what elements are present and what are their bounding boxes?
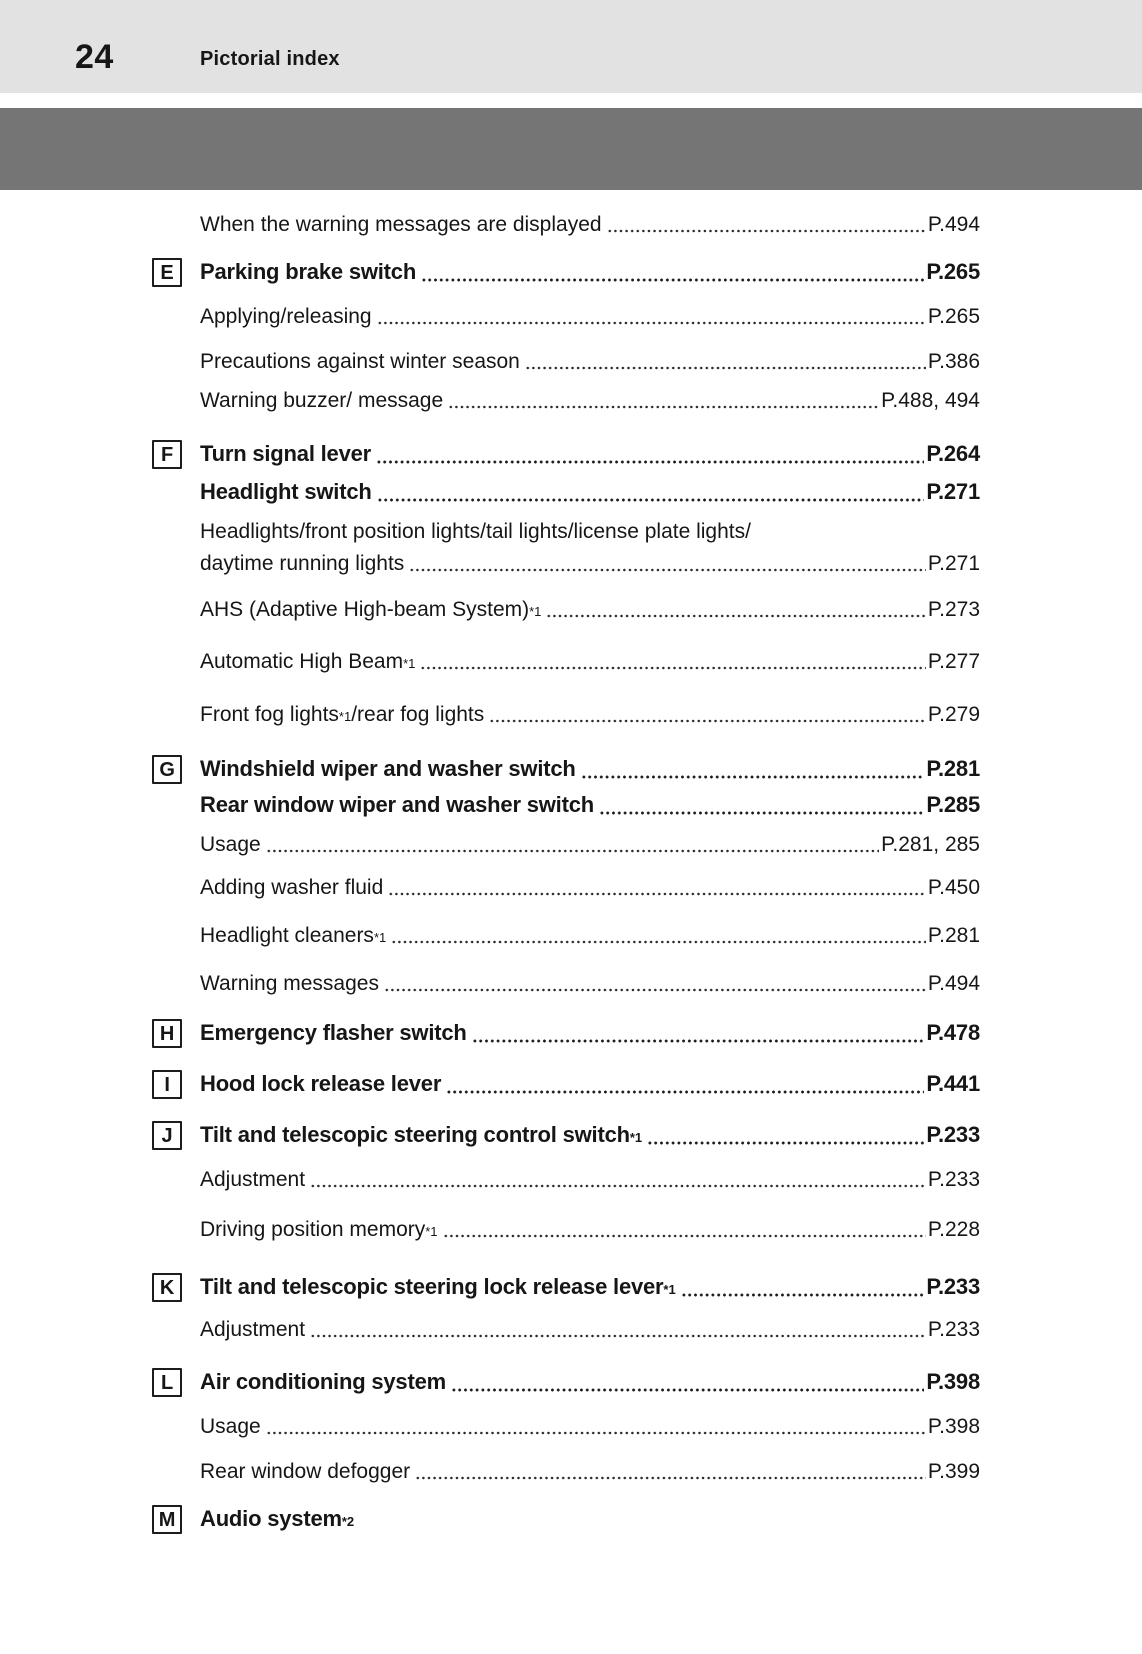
- section-letter-badge-e: E: [152, 258, 182, 287]
- toc-entry-label: Rear window wiper and washer switch: [200, 792, 594, 817]
- section-letter-badge-l: L: [152, 1368, 182, 1397]
- toc-entry-page: P.281, 285: [881, 833, 980, 856]
- dot-leader: [409, 568, 926, 572]
- toc-entry-label: Tilt and telescopic steering lock release lever: [200, 1274, 664, 1299]
- toc-entry-wiper-usage: [152, 833, 980, 857]
- toc-entry-label: Hood lock release lever: [200, 1071, 442, 1096]
- toc-entry-label: Windshield wiper and washer switch: [200, 756, 576, 781]
- toc-entry-page: P.494: [927, 213, 980, 236]
- toc-entry-label: Adjustment: [200, 1168, 306, 1191]
- dot-leader: [388, 892, 926, 896]
- toc-entry-precautions-winter-season: [152, 350, 980, 374]
- toc-entry-label: Headlight switch: [200, 479, 372, 504]
- dot-leader: [377, 498, 925, 502]
- dot-leader: [420, 666, 925, 670]
- dot-leader: [310, 1184, 926, 1188]
- dot-leader: [607, 229, 926, 233]
- toc-entry-page: P.386: [927, 350, 980, 373]
- dot-leader: [415, 1476, 926, 1480]
- toc-entry-rear-window-wiper-washer-switch: [152, 791, 980, 819]
- toc-entry-page: P.233: [927, 1318, 980, 1341]
- pictorial-index-toc: [0, 213, 1142, 1533]
- toc-entry-page: P.399: [927, 1460, 980, 1483]
- toc-entry-label: Precautions against winter season: [200, 350, 520, 373]
- dot-leader: [546, 614, 925, 618]
- toc-entry-label: Adding washer fluid: [200, 876, 384, 899]
- toc-entry-page: P.478: [926, 1020, 980, 1045]
- toc-entry-page: P.233: [927, 1168, 980, 1191]
- toc-entry-page: P.488, 494: [881, 389, 980, 412]
- toc-entry-hood-lock-release-lever: [152, 1070, 980, 1098]
- toc-entry-page: P.233: [926, 1274, 980, 1299]
- toc-entry-automatic-high-beam: Automatic High Beam *1 P.277: [200, 650, 980, 673]
- toc-entry-page: P.398: [927, 1415, 980, 1438]
- dot-leader: [391, 940, 926, 944]
- toc-entry-headlights-lights-line1: [152, 520, 980, 544]
- toc-entry-label: When the warning messages are displayed: [200, 213, 602, 236]
- dot-leader: [525, 366, 926, 370]
- toc-entry-label-suffix: /rear fog lights: [351, 703, 485, 726]
- toc-entry-page: P.285: [926, 792, 980, 817]
- toc-entry-daytime-running-lights: [152, 552, 980, 576]
- toc-entry-page: P.494: [927, 972, 980, 995]
- toc-entry-adding-washer-fluid: [152, 876, 980, 900]
- toc-entry-applying-releasing: [152, 305, 980, 329]
- toc-entry-page: P.273: [927, 598, 980, 621]
- toc-entry-label: Emergency flasher switch: [200, 1020, 467, 1045]
- dot-leader: [310, 1334, 926, 1338]
- dot-leader: [384, 988, 926, 992]
- toc-entry-page: P.271: [926, 479, 980, 504]
- section-letter-badge-f: F: [152, 440, 182, 469]
- dot-leader: [448, 405, 879, 409]
- toc-entry-label: Headlights/front position lights/tail lights/license plate lights/: [200, 520, 751, 543]
- toc-entry-label: daytime running lights: [200, 552, 405, 575]
- toc-entry-tilt-telescopic-steering-control-switch: J Tilt and telescopic steering control switch *1 P.233: [152, 1121, 980, 1149]
- toc-entry-headlight-cleaners: Headlight cleaners *1 P.281: [200, 924, 980, 947]
- page-header: [0, 0, 1142, 93]
- toc-entry-page: P.281: [926, 756, 980, 781]
- toc-entry-tilt-telescopic-steering-lock-release-lever: K Tilt and telescopic steering lock release lever *1 P.233: [152, 1273, 980, 1301]
- section-letter-badge-h: H: [152, 1019, 182, 1048]
- toc-entry-label: Automatic High Beam: [200, 650, 404, 673]
- dot-leader: [451, 1388, 924, 1392]
- dot-leader: [266, 1431, 926, 1435]
- toc-entry-page: P.398: [926, 1369, 980, 1394]
- section-letter-badge-k: K: [152, 1273, 182, 1302]
- toc-entry-turn-signal-lever: [152, 440, 980, 468]
- toc-entry-label: Adjustment: [200, 1318, 306, 1341]
- dot-leader: [489, 719, 926, 723]
- toc-entry-page: P.271: [927, 552, 980, 575]
- toc-entry-label: Air conditioning system: [200, 1369, 446, 1394]
- section-letter-badge-m: M: [152, 1505, 182, 1534]
- toc-entry-driving-position-memory: Driving position memory *1 P.228: [200, 1218, 980, 1241]
- toc-entry-wiper-warning-messages: [152, 972, 980, 996]
- toc-entry-page: P.281: [927, 924, 980, 947]
- dot-leader: [421, 278, 924, 282]
- toc-entry-label: Warning buzzer/ message: [200, 389, 444, 412]
- dot-leader: [681, 1293, 925, 1297]
- toc-entry-label: Tilt and telescopic steering control switch: [200, 1122, 630, 1147]
- toc-entry-page: P.233: [926, 1122, 980, 1147]
- toc-entry-page: P.264: [926, 441, 980, 466]
- toc-entry-parking-brake-switch: [152, 258, 980, 286]
- header-gap: [0, 93, 1142, 108]
- dot-leader: [443, 1234, 926, 1238]
- page-title: Pictorial index: [200, 48, 340, 70]
- toc-entry-steering-adjustment: [152, 1168, 980, 1192]
- toc-entry-page: P.279: [927, 703, 980, 726]
- section-letter-badge-j: J: [152, 1121, 182, 1150]
- toc-entry-rear-window-defogger: [152, 1460, 980, 1484]
- toc-entry-label: Usage: [200, 833, 261, 856]
- toc-entry-headlight-switch: [152, 478, 980, 506]
- dot-leader: [377, 321, 926, 325]
- section-divider-band: [0, 108, 1142, 190]
- dot-leader: [599, 811, 924, 815]
- toc-entry-label: Headlight cleaners: [200, 924, 374, 947]
- dot-leader: [472, 1039, 925, 1043]
- toc-entry-warning-buzzer-message: [152, 389, 980, 413]
- toc-entry-label: Usage: [200, 1415, 261, 1438]
- toc-entry-page: P.450: [927, 876, 980, 899]
- dot-leader: [581, 775, 925, 779]
- toc-entry-page: P.228: [927, 1218, 980, 1241]
- section-letter-badge-g: G: [152, 755, 182, 784]
- toc-entry-label: Front fog lights: [200, 703, 339, 726]
- section-letter-badge-i: I: [152, 1070, 182, 1099]
- toc-entry-page: P.265: [926, 259, 980, 284]
- toc-entry-ahs-adaptive-high-beam: AHS (Adaptive High-beam System) *1 P.273: [200, 598, 980, 621]
- toc-entry-page: P.441: [926, 1071, 980, 1096]
- toc-entry-steering-lock-adjustment: [152, 1318, 980, 1342]
- toc-entry-label: Driving position memory: [200, 1218, 426, 1241]
- toc-entry-windshield-wiper-washer-switch: [152, 755, 980, 783]
- toc-entry-label: Applying/releasing: [200, 305, 372, 328]
- toc-entry-when-warning-messages-displayed: [152, 213, 980, 237]
- toc-entry-label: AHS (Adaptive High-beam System): [200, 598, 530, 621]
- dot-leader: [376, 460, 924, 464]
- toc-entry-label: Turn signal lever: [200, 441, 372, 466]
- toc-entry-front-rear-fog-lights: Front fog lights *1 /rear fog lights P.279: [200, 703, 980, 726]
- dot-leader: [266, 849, 879, 853]
- toc-entry-label: Rear window defogger: [200, 1460, 411, 1483]
- toc-entry-page: P.277: [927, 650, 980, 673]
- dot-leader: [647, 1141, 924, 1145]
- toc-entry-audio-system: M Audio system *2: [152, 1505, 980, 1533]
- toc-entry-label: Audio system: [200, 1506, 342, 1531]
- page-number: 24: [75, 38, 114, 76]
- toc-entry-ac-usage: [152, 1415, 980, 1439]
- toc-entry-air-conditioning-system: [152, 1368, 980, 1396]
- dot-leader: [446, 1090, 924, 1094]
- toc-entry-page: P.265: [927, 305, 980, 328]
- toc-entry-emergency-flasher-switch: [152, 1019, 980, 1047]
- toc-entry-label: Warning messages: [200, 972, 379, 995]
- toc-entry-label: Parking brake switch: [200, 259, 417, 284]
